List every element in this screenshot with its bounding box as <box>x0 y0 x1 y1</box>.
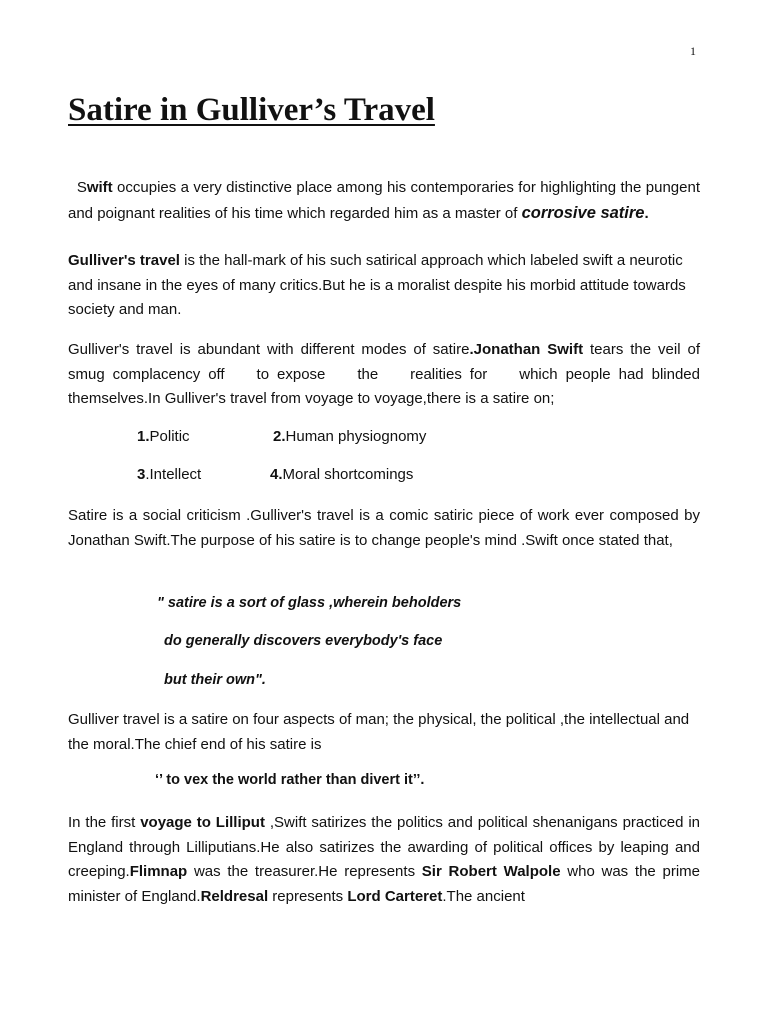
modes-text-start: Gulliver's travel is abundant with different modes of satire <box>68 341 470 358</box>
four-aspects-paragraph <box>68 708 700 757</box>
list-number-3: 3 <box>137 466 146 483</box>
list-item-moral: Moral shortcomings <box>282 466 414 483</box>
satire-list-row-1b <box>273 428 426 445</box>
modes-paragraph <box>68 338 705 412</box>
corrosive-satire-phrase: corrosive satire <box>521 203 645 222</box>
intro-period: . <box>644 204 649 222</box>
list-number-1: 1. <box>137 428 150 445</box>
reldresal-name: Reldresal <box>200 887 269 905</box>
swift-initial: S <box>76 179 87 196</box>
satire-list-row-2b <box>270 466 413 483</box>
satire-list-row-1 <box>137 428 190 445</box>
quote-line-2: do generally discovers everybody's face <box>164 633 443 649</box>
list-number-3-dot: . <box>145 466 150 483</box>
page-number: 1 <box>690 44 696 58</box>
flimnap-name: Flimnap <box>129 863 188 880</box>
list-item-physiognomy: Human physiognomy <box>285 428 427 445</box>
swift-name: wift <box>86 179 113 196</box>
list-item-intellect: Intellect <box>149 466 202 483</box>
sir-robert-walpole-name: Sir Robert Walpole <box>421 863 561 880</box>
modes-text-rest: tears the veil of smug complacency off to expose the realities for which people had blinded themselves.In Gulliver's travel from voyage to voyage,there is a satire on; <box>68 341 705 407</box>
lilliput-paragraph <box>68 811 700 909</box>
jonathan-swift-name: .Jonathan Swift <box>469 341 584 358</box>
social-criticism-paragraph <box>68 504 700 553</box>
social-criticism-text: Satire is a social criticism .Gulliver's travel is a comic satiric piece of work ever composed by Jonathan Swift.The purpose of his satire is to change people's mind .Swift once stated that, <box>68 507 700 549</box>
quote-line-1: " satire is a sort of glass ,wherein beholders <box>157 595 462 611</box>
lord-carteret-name: Lord Carteret <box>347 887 443 905</box>
lilliput-text-4: who was the prime minister of England. <box>68 863 700 905</box>
satire-list-row-2 <box>137 466 201 483</box>
vex-the-world-quote: ‘’ to vex the world rather than divert it’’. <box>155 772 425 788</box>
four-aspects-text: Gulliver travel is a satire on four aspects of man; the physical, the political ,the intellectual and the moral.The chief end of his satire is <box>68 711 690 753</box>
lilliput-text-5: represents <box>268 887 348 905</box>
intro-text: occupies a very distinctive place among his contemporaries for highlighting the pungent and poignant realities of his time which regarded him as a master of <box>68 179 700 222</box>
list-item-politic: Politic <box>149 428 190 445</box>
list-number-4: 4. <box>270 466 283 483</box>
page-title: Satire in Gulliver’s Travel <box>68 92 435 128</box>
quote-line-3: but their own". <box>164 672 266 688</box>
list-number-2: 2. <box>273 428 286 445</box>
lilliput-text-3: was the treasurer.He represents <box>187 863 422 880</box>
lilliput-text-1: In the first <box>68 814 141 831</box>
hallmark-text: is the hall-mark of his such satirical approach which labeled swift a neurotic and insane in the eyes of many critics.But he is a moralist despite his morbid attitude towards society and man. <box>68 252 686 318</box>
gullivers-travel-term: Gulliver's travel <box>68 252 180 269</box>
lilliput-text-2: ,Swift satirizes the politics and political shenanigans practiced in England through Lilliputians.He also satirizes the awarding of political offices by leaping and creeping. <box>68 814 700 880</box>
gulliver-travel-paragraph <box>68 249 700 323</box>
voyage-to-lilliput: voyage to Lilliput <box>140 814 265 831</box>
lilliput-text-6: .The ancient <box>442 887 525 905</box>
intro-paragraph <box>68 176 700 226</box>
